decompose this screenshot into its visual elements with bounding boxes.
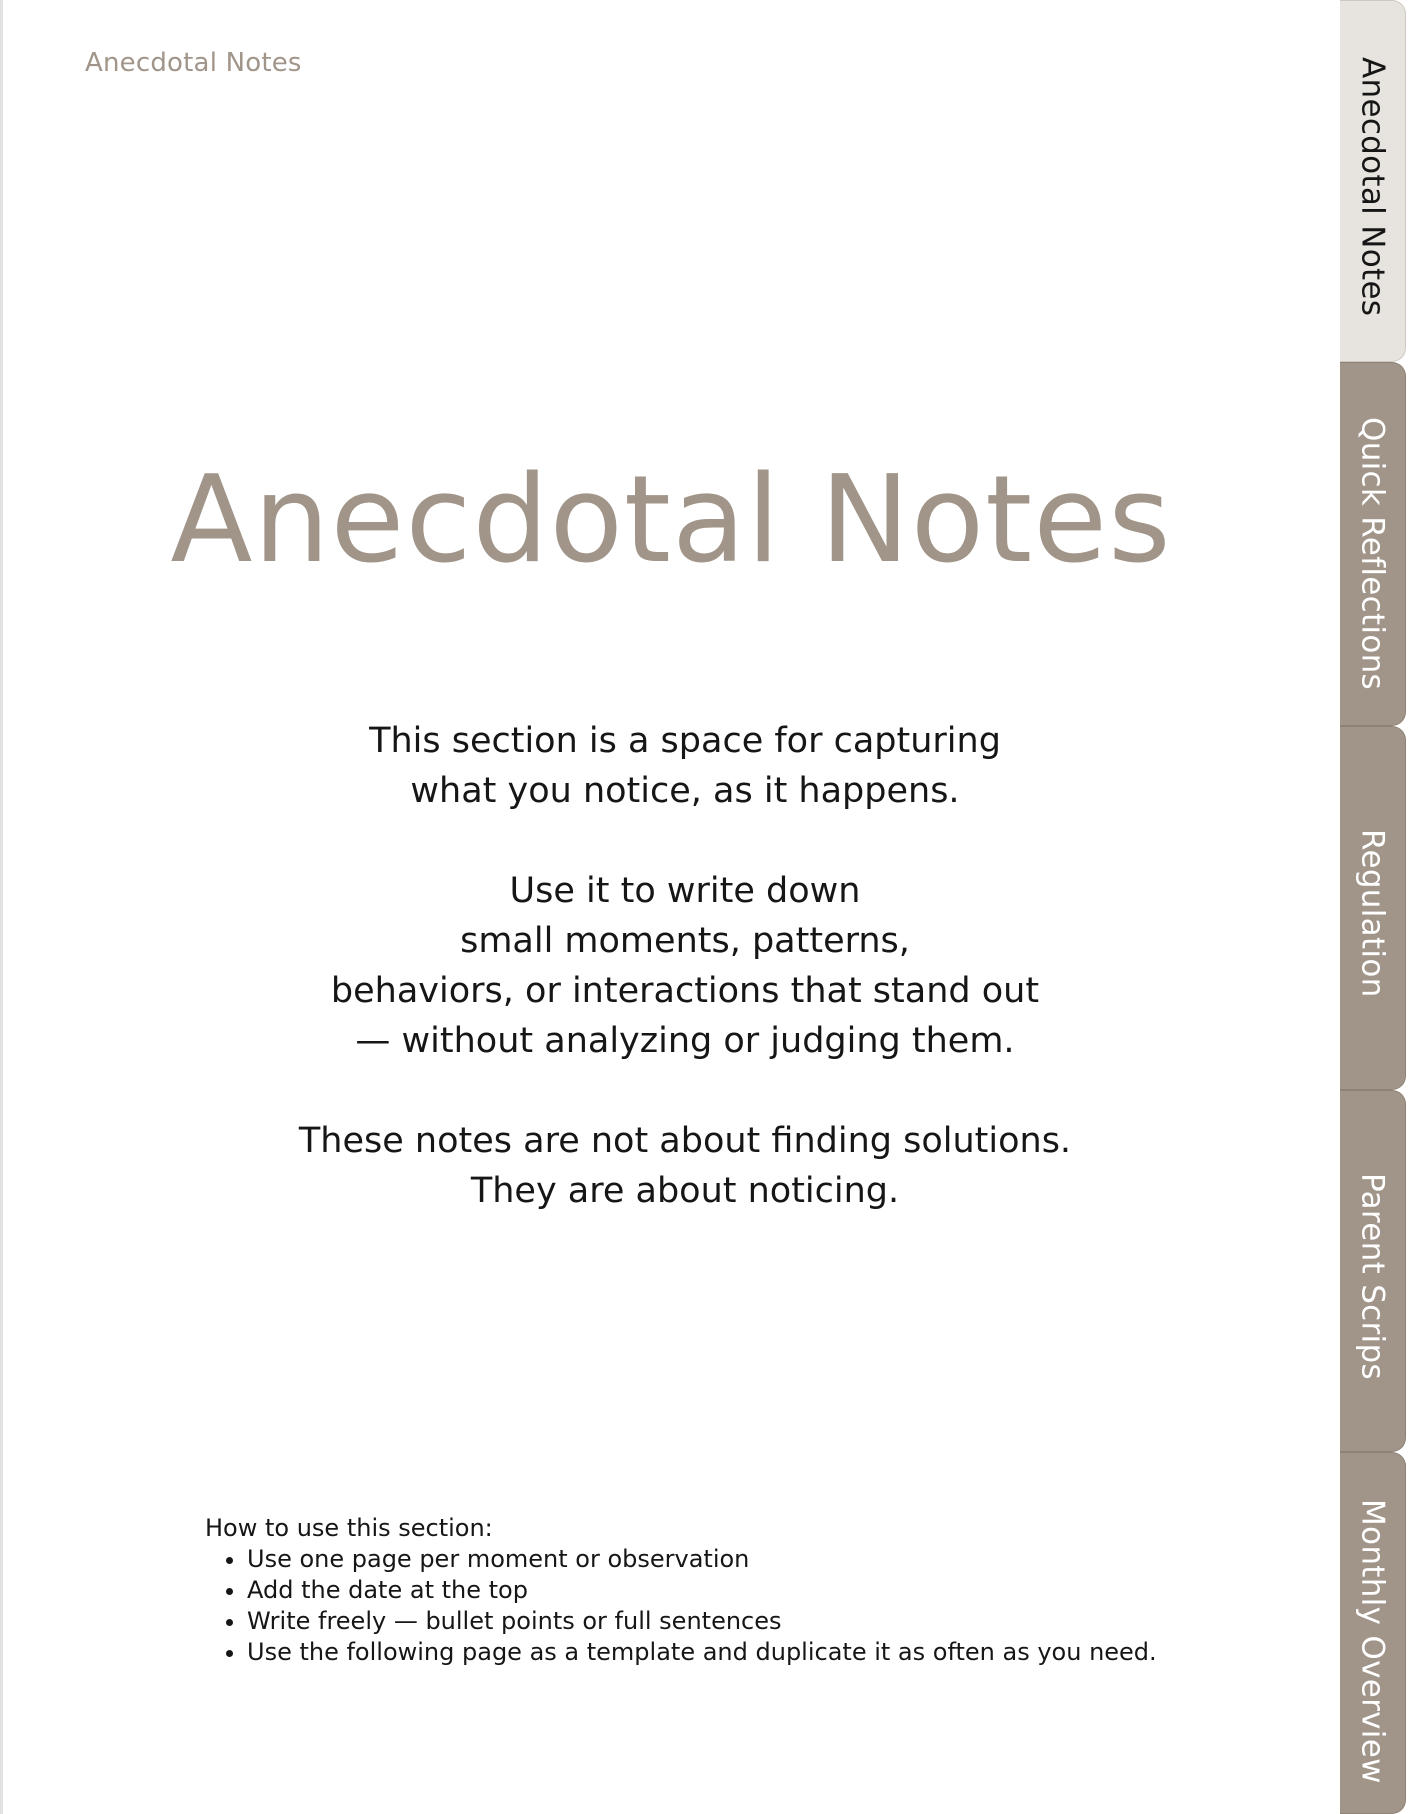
list-item: • Write freely — bullet points or full sentences (247, 1606, 1305, 1637)
section-tabs (1340, 0, 1408, 1814)
how-to-heading: How to use this section: (205, 1514, 493, 1542)
how-to-list (205, 1544, 1305, 1668)
tab-label: Monthly Overview (1354, 1499, 1391, 1784)
intro-line: small moments, patterns, (460, 921, 910, 961)
tab-label: Quick Reflections (1354, 417, 1391, 691)
tab-regulation[interactable] (1340, 726, 1406, 1090)
tab-label: Regulation (1354, 829, 1391, 998)
intro-line: These notes are not about finding solutions. (298, 1121, 1072, 1161)
running-header: Anecdotal Notes (85, 48, 302, 78)
intro-paragraph (0, 866, 1370, 1066)
intro-line: — without analyzing or judging them. (355, 1021, 1015, 1061)
tab-label: Parent Scrips (1354, 1173, 1391, 1380)
tab-label: Anecdotal Notes (1354, 57, 1391, 317)
intro-text (0, 716, 1370, 1266)
intro-line: behaviors, or interactions that stand out (330, 971, 1040, 1011)
tab-quick-reflections[interactable] (1340, 362, 1406, 726)
tab-anecdotal-notes[interactable] (1340, 0, 1406, 362)
list-item: • Add the date at the top (247, 1575, 1305, 1606)
intro-paragraph (0, 716, 1370, 816)
tab-parent-scrips[interactable] (1340, 1090, 1406, 1452)
list-item: • Use one page per moment or observation (247, 1544, 1305, 1575)
intro-line: This section is a space for capturing (369, 721, 1001, 761)
tab-monthly-overview[interactable] (1340, 1452, 1406, 1814)
intro-line: They are about noticing. (470, 1171, 900, 1211)
intro-paragraph (0, 1116, 1370, 1216)
how-to-section (205, 1513, 1305, 1668)
intro-line: what you notice, as it happens. (410, 771, 960, 811)
section-title: Anecdotal Notes (170, 451, 1172, 590)
list-item: • Use the following page as a template and duplicate it as often as you need. (247, 1637, 1305, 1668)
intro-line: Use it to write down (509, 871, 861, 911)
